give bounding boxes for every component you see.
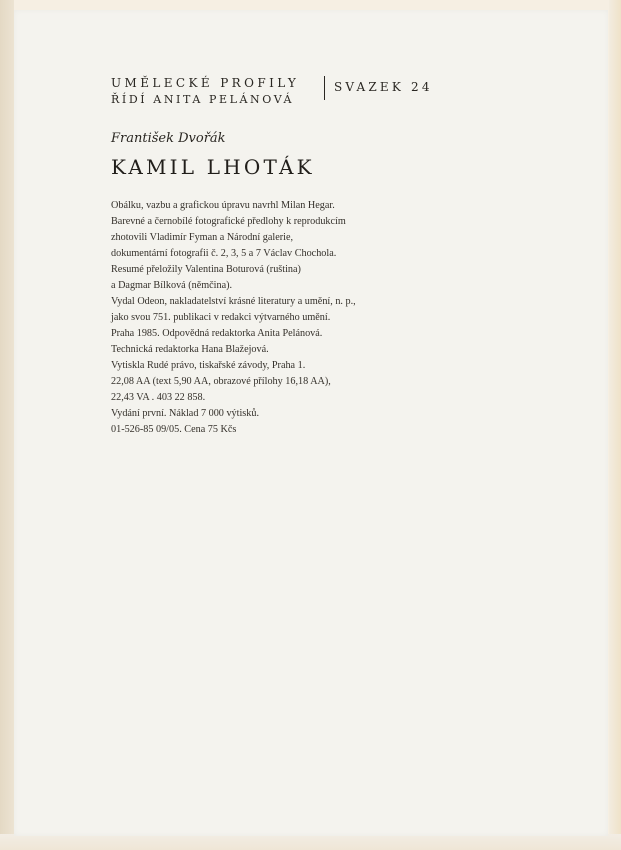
- colophon-line: Resumé přeložily Valentina Boturová (ruština): [111, 264, 301, 275]
- left-page-shadow: [0, 0, 14, 850]
- colophon-line: Vydal Odeon, nakladatelství krásné literatury a umění, n. p.,: [111, 296, 356, 307]
- colophon-line: 22,08 AA (text 5,90 AA, obrazové přílohy 16,18 AA),: [111, 376, 331, 387]
- colophon-line: jako svou 751. publikaci v redakci výtvarného umění.: [111, 312, 331, 323]
- colophon: [111, 198, 411, 438]
- bottom-page-edge: [0, 834, 621, 850]
- colophon-line: 22,43 VA . 403 22 858.: [111, 392, 206, 403]
- right-page-edge: [609, 0, 621, 850]
- series-name: UMĚLECKÉ PROFILY: [111, 76, 300, 90]
- colophon-line: Barevné a černobílé fotografické předlohy k reprodukcím: [111, 216, 346, 227]
- colophon-line: Praha 1985. Odpovědná redaktorka Anita Pelánová.: [111, 328, 323, 339]
- colophon-line: zhotovili Vladimír Fyman a Národní galerie,: [111, 232, 294, 243]
- series-editor: ŘÍDÍ ANITA PELÁNOVÁ: [111, 93, 295, 106]
- colophon-line: Obálku, vazbu a grafickou úpravu navrhl Milan Hegar.: [111, 200, 335, 211]
- colophon-line: 01-526-85 09/05. Cena 75 Kčs: [111, 424, 237, 435]
- series-divider: [324, 76, 325, 100]
- colophon-line: Vydání první. Náklad 7 000 výtisků.: [111, 408, 259, 419]
- book-title: KAMIL LHOTÁK: [111, 155, 315, 179]
- volume-number: SVAZEK 24: [334, 80, 433, 94]
- colophon-line: dokumentární fotografii č. 2, 3, 5 a 7 Václav Chochola.: [111, 248, 337, 259]
- colophon-line: a Dagmar Bílková (němčina).: [111, 280, 233, 291]
- author-name: František Dvořák: [111, 131, 226, 146]
- colophon-line: Technická redaktorka Hana Blažejová.: [111, 344, 269, 355]
- colophon-line: Vytiskla Rudé právo, tiskařské závody, Praha 1.: [111, 360, 306, 371]
